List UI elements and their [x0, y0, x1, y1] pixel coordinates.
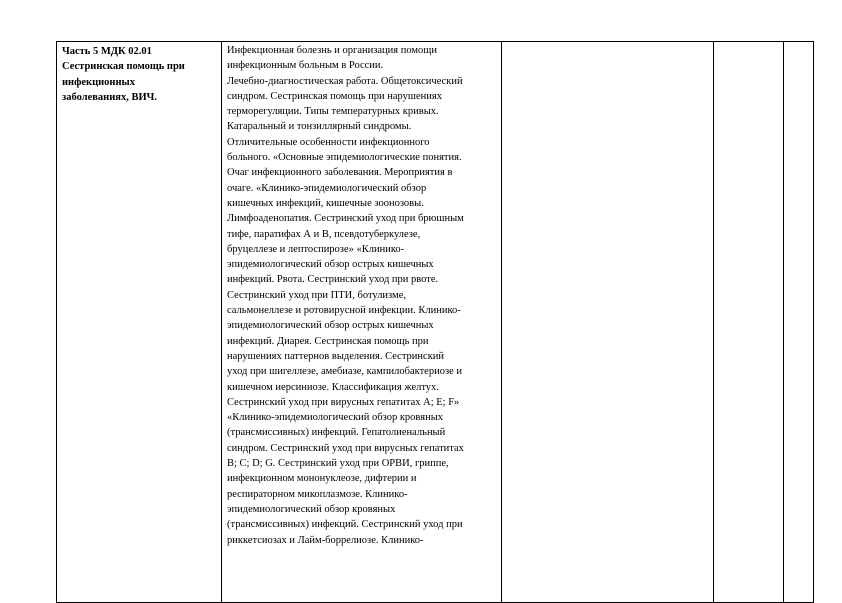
section-cell: [57, 42, 222, 603]
section-heading: Часть 5 МДК 02.01 Сестринская помощь при инфекционных заболеваниях, ВИЧ.: [62, 46, 185, 103]
col3-text: [502, 42, 713, 43]
empty-cell-4: [714, 42, 784, 603]
table-row: [57, 42, 814, 603]
col5-text: [784, 42, 813, 43]
empty-cell-5: [784, 42, 814, 603]
empty-cell-3: [502, 42, 714, 603]
col4-text: [714, 42, 783, 43]
curriculum-table: [56, 41, 814, 603]
content-cell: [222, 42, 502, 603]
content-text: Инфекционная болезнь и организация помощи инфекционным больным в России. Лечебно-диагностическая работа. Общетоксический синдром. Сестринская помощь при нарушениях терморегуляции. Типы температурных кривых. Катаральный и тонзиллярный синдромы. Отличительные особенности инфекционного больного. «Основные эпидемиологические понятия. Очаг инфекционного заболевания. Мероприятия в очаге. «Клинико-эпидемиологический обзор кишечных инфекций, кишечные зоонозовы. Лимфоаденопатия. Сестринский уход при брюшным тифе, паратифах А и В, псевдотуберкулезе, бруцеллезе и лептоспирозе» «Клинико- эпидемиологический обзор острых кишечных инфекций. Рвота. Сестринский уход при рвоте. Сестринский уход при ПТИ, ботулизме, сальмонеллезе и ротовирусной инфекции. Клинико- эпидемиологический обзор острых кишечных инфекций. Диарея. Сестринская помощь при нарушениях паттернов выделения. Сестринский уход при шигеллезе, амебиазе, кампилобактериозе и кишечном иерсиниозе. Классификация желтух. Сестринский уход при вирусных гепатитах А; Е; F» «Клинико-эпидемиологический обзор кровяных (трансмиссивных) инфекций. Гепатолиенальный синдром. Сестринский уход при вирусных гепатитах В; С; D; G. Сестринский уход при ОРВИ, гриппе, инфекционном мононуклеозе, дифтерии и респираторном микоплазмозе. Клинико- эпидемиологический обзор кровяных (трансмиссивных) инфекций. Сестринский уход при риккетсиозах и Лайм-боррелиозе. Клинико-: [227, 45, 464, 546]
